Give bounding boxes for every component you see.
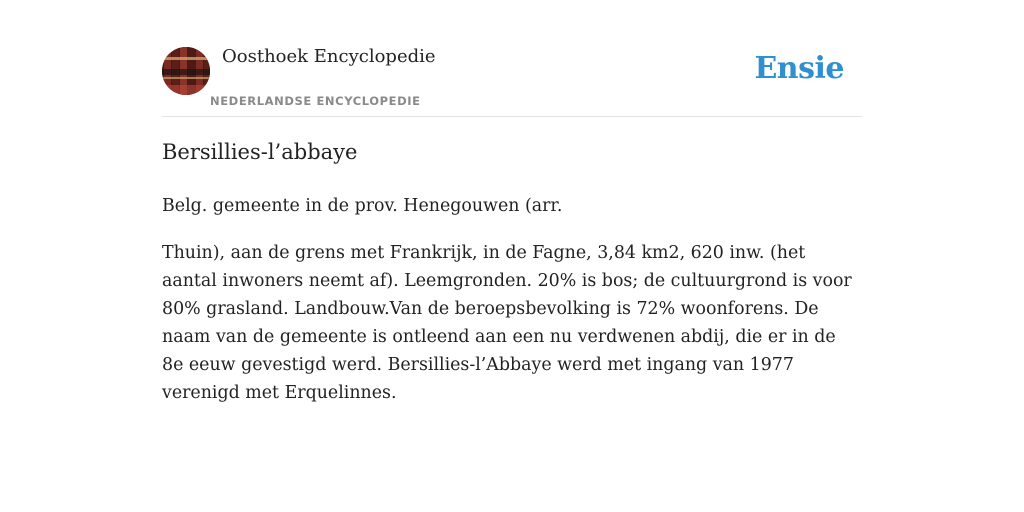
- site-subtitle: NEDERLANDSE ENCYCLOPEDIE: [210, 94, 421, 108]
- site-header: [162, 0, 862, 117]
- ensie-logo[interactable]: Ensie: [754, 51, 844, 86]
- site-title[interactable]: Oosthoek Encyclopedie: [222, 46, 436, 67]
- article-paragraph: Thuin), aan de grens met Frankrijk, in de Fagne, 3,84 km2, 620 inw. (het aantal inwoners neemt af). Leemgronden. 20% is bos; de cultuurgrond is voor 80% grasland. Landbouw.Van de beroepsbevolking is 72% woonforens. De naam van de gemeente is ontleend aan een nu verdwenen abdij, die er in de 8e eeuw gevestigd werd. Bersillies-l’Abbaye werd met ingang van 1977 verenigd met Erquelinnes.: [162, 243, 852, 403]
- article-paragraph: Belg. gemeente in de prov. Henegouwen (arr.: [162, 196, 563, 216]
- book-spines-icon[interactable]: [162, 47, 210, 95]
- article-title: Bersillies-l’abbaye: [162, 140, 358, 164]
